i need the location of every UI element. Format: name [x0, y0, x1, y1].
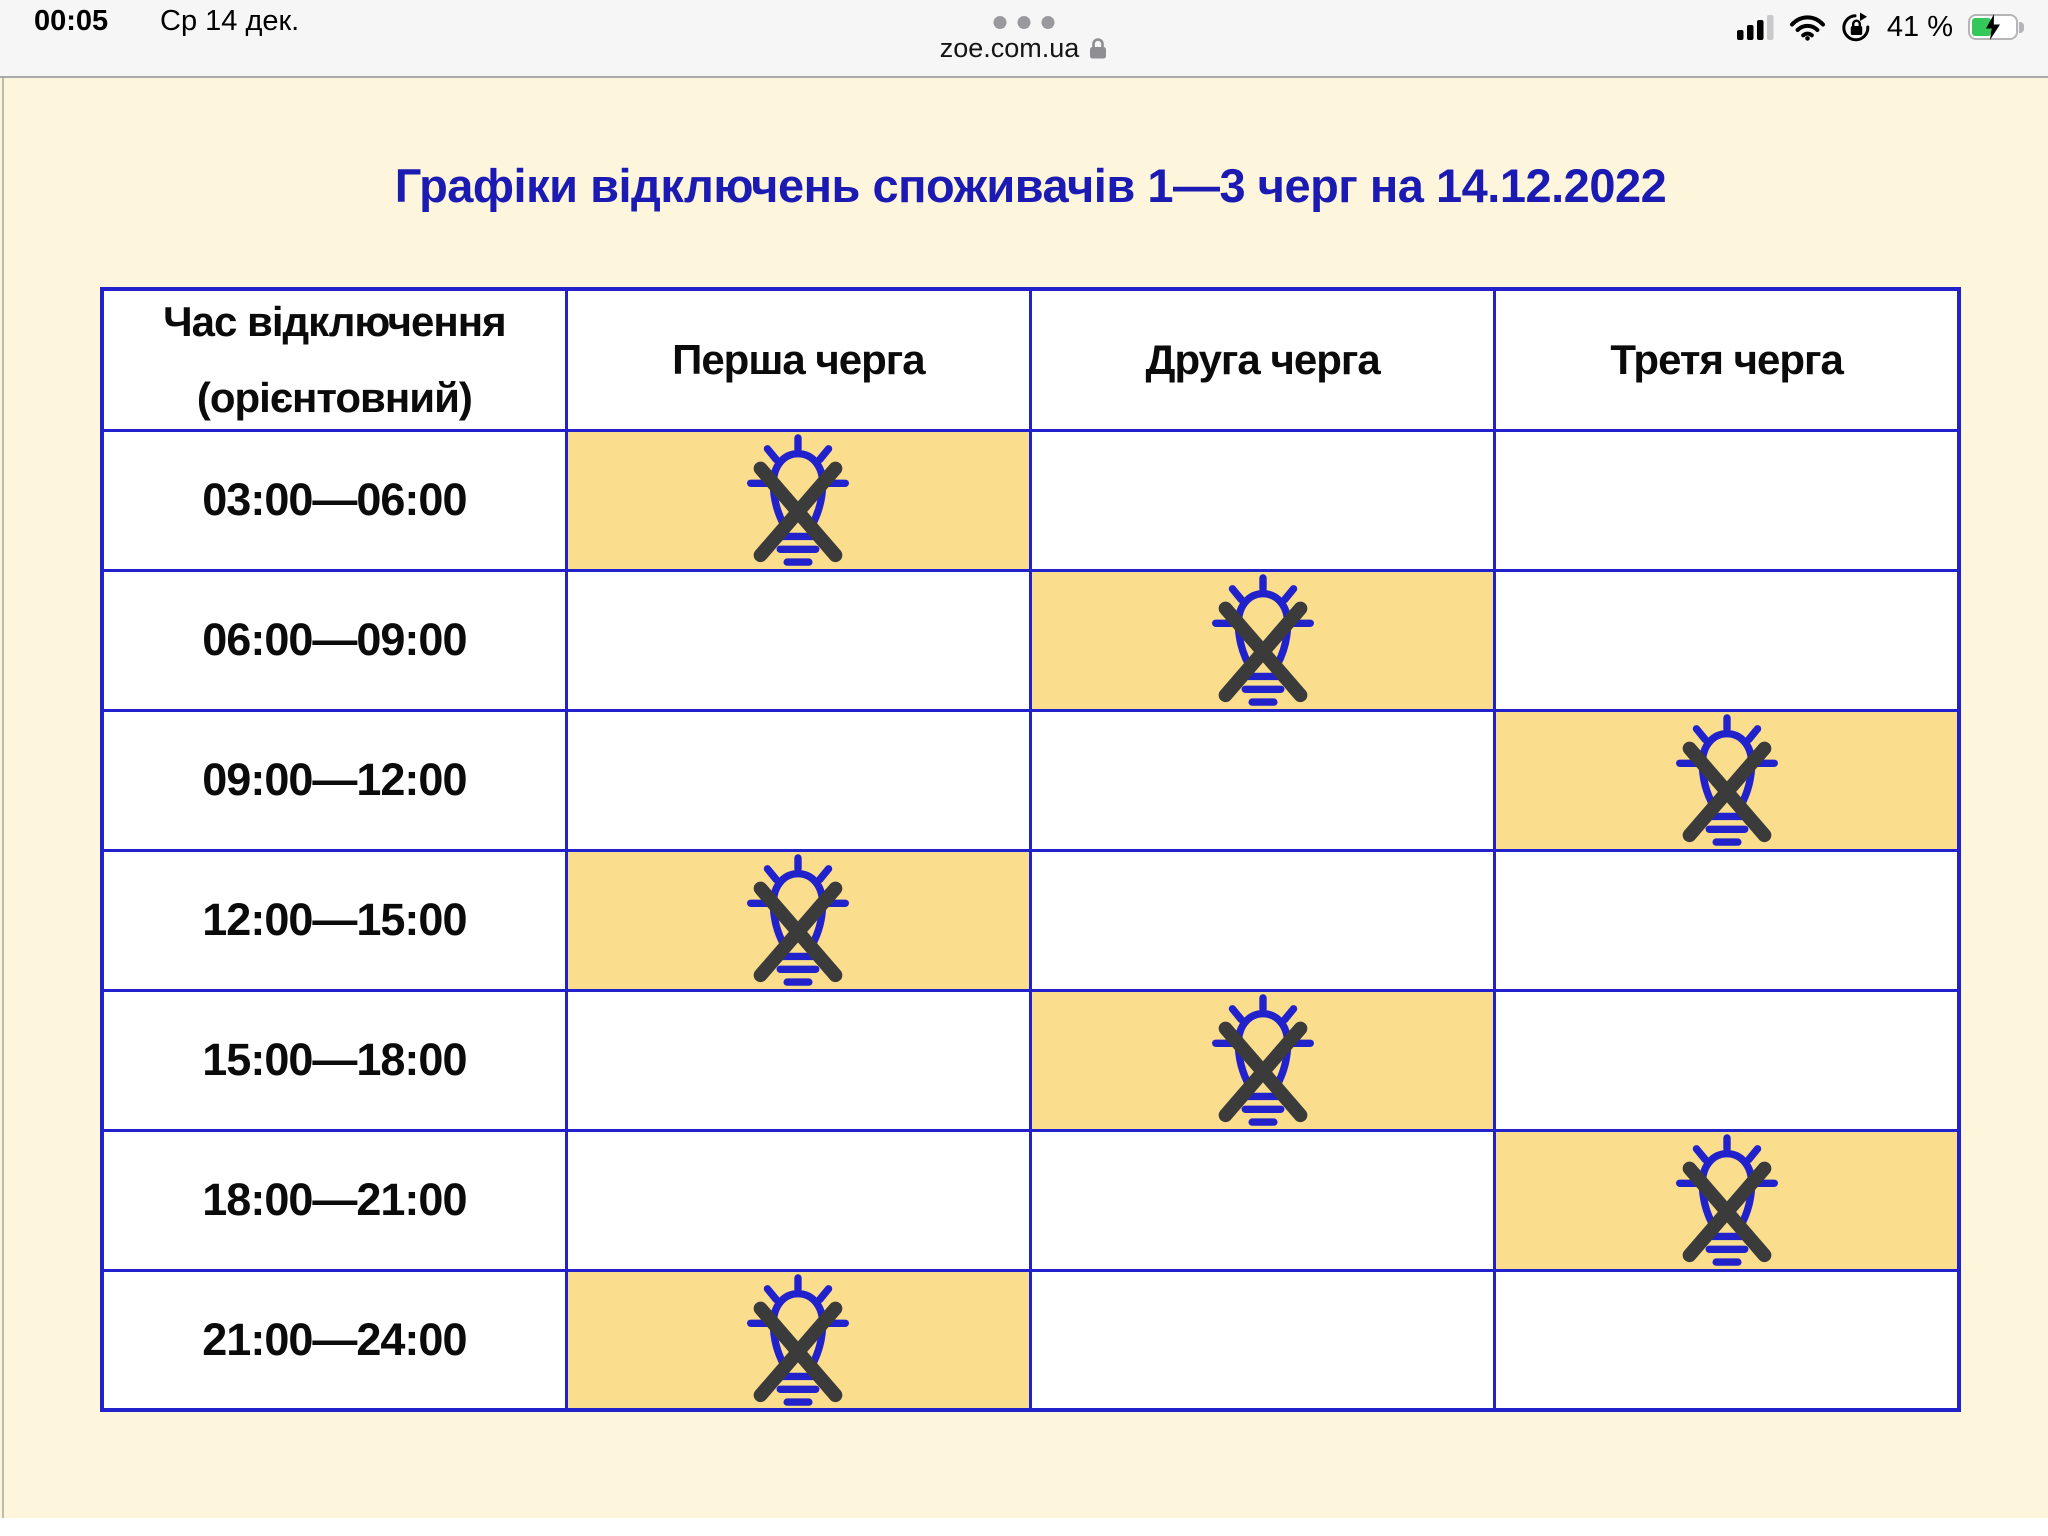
cellular-signal-icon — [1737, 14, 1774, 40]
header-row — [102, 289, 1959, 430]
outage-cell — [566, 430, 1030, 570]
empty-cell — [566, 710, 1030, 850]
empty-cell — [1031, 430, 1495, 570]
safari-top-bar — [0, 0, 2048, 78]
time-slot-cell: 15:00—18:00 — [102, 990, 566, 1130]
outage-cell — [1031, 570, 1495, 710]
empty-cell — [1031, 850, 1495, 990]
empty-cell — [1031, 1130, 1495, 1270]
status-clock: 00:05 — [34, 5, 109, 37]
empty-cell — [566, 1130, 1030, 1270]
charging-bolt-icon — [1985, 14, 2001, 40]
time-slot-cell: 09:00—12:00 — [102, 710, 566, 850]
url-text[interactable]: zoe.com.ua — [939, 33, 1080, 63]
empty-cell — [1495, 570, 1959, 710]
page-edge-line — [2, 78, 4, 1518]
table-row — [102, 1270, 1959, 1410]
outage-cell — [1495, 1130, 1959, 1270]
table-row — [102, 710, 1959, 850]
wifi-icon — [1789, 13, 1826, 41]
time-slot-cell: 03:00—06:00 — [102, 430, 566, 570]
empty-cell — [566, 570, 1030, 710]
empty-cell — [1495, 430, 1959, 570]
queue-2-header: Друга черга — [1031, 289, 1495, 430]
empty-cell — [566, 990, 1030, 1130]
crossed-lightbulb-icon — [1653, 1134, 1801, 1268]
crossed-lightbulb-icon — [1189, 994, 1337, 1128]
empty-cell — [1495, 990, 1959, 1130]
outage-cell — [566, 1270, 1030, 1410]
time-slot-cell: 18:00—21:00 — [102, 1130, 566, 1270]
crossed-lightbulb-icon — [724, 434, 872, 568]
empty-cell — [1031, 1270, 1495, 1410]
ellipsis-icon[interactable] — [994, 16, 1055, 29]
padlock-icon — [1088, 36, 1108, 61]
status-icons — [1737, 9, 2018, 45]
outage-schedule-table — [100, 287, 1961, 1412]
table-row — [102, 850, 1959, 990]
outage-cell — [1495, 710, 1959, 850]
table-row — [102, 430, 1959, 570]
time-slot-cell: 21:00—24:00 — [102, 1270, 566, 1410]
outage-cell — [566, 850, 1030, 990]
table-row — [102, 1130, 1959, 1270]
battery-charging-icon — [1968, 14, 2018, 40]
empty-cell — [1031, 710, 1495, 850]
crossed-lightbulb-icon — [724, 854, 872, 988]
page-title: Графіки відключень споживачів 1—3 черг на 14.12.2022 — [394, 159, 1667, 212]
orientation-lock-icon — [1841, 12, 1872, 43]
empty-cell — [1495, 1270, 1959, 1410]
crossed-lightbulb-icon — [1653, 714, 1801, 848]
crossed-lightbulb-icon — [1189, 574, 1337, 708]
outage-table-body — [102, 430, 1959, 1410]
time-slot-cell: 12:00—15:00 — [102, 850, 566, 990]
queue-1-header: Перша черга — [566, 289, 1030, 430]
time-slot-cell: 06:00—09:00 — [102, 570, 566, 710]
status-date: Ср 14 дек. — [160, 5, 300, 37]
queue-3-header: Третя черга — [1495, 289, 1959, 430]
webpage-content — [0, 78, 2048, 1518]
time-column-header: Час відключення (орієнтовний) — [102, 289, 566, 430]
crossed-lightbulb-icon — [724, 1274, 872, 1408]
table-row — [102, 990, 1959, 1130]
battery-percent: 41 % — [1886, 10, 1953, 43]
outage-cell — [1031, 990, 1495, 1130]
empty-cell — [1495, 850, 1959, 990]
table-row — [102, 570, 1959, 710]
